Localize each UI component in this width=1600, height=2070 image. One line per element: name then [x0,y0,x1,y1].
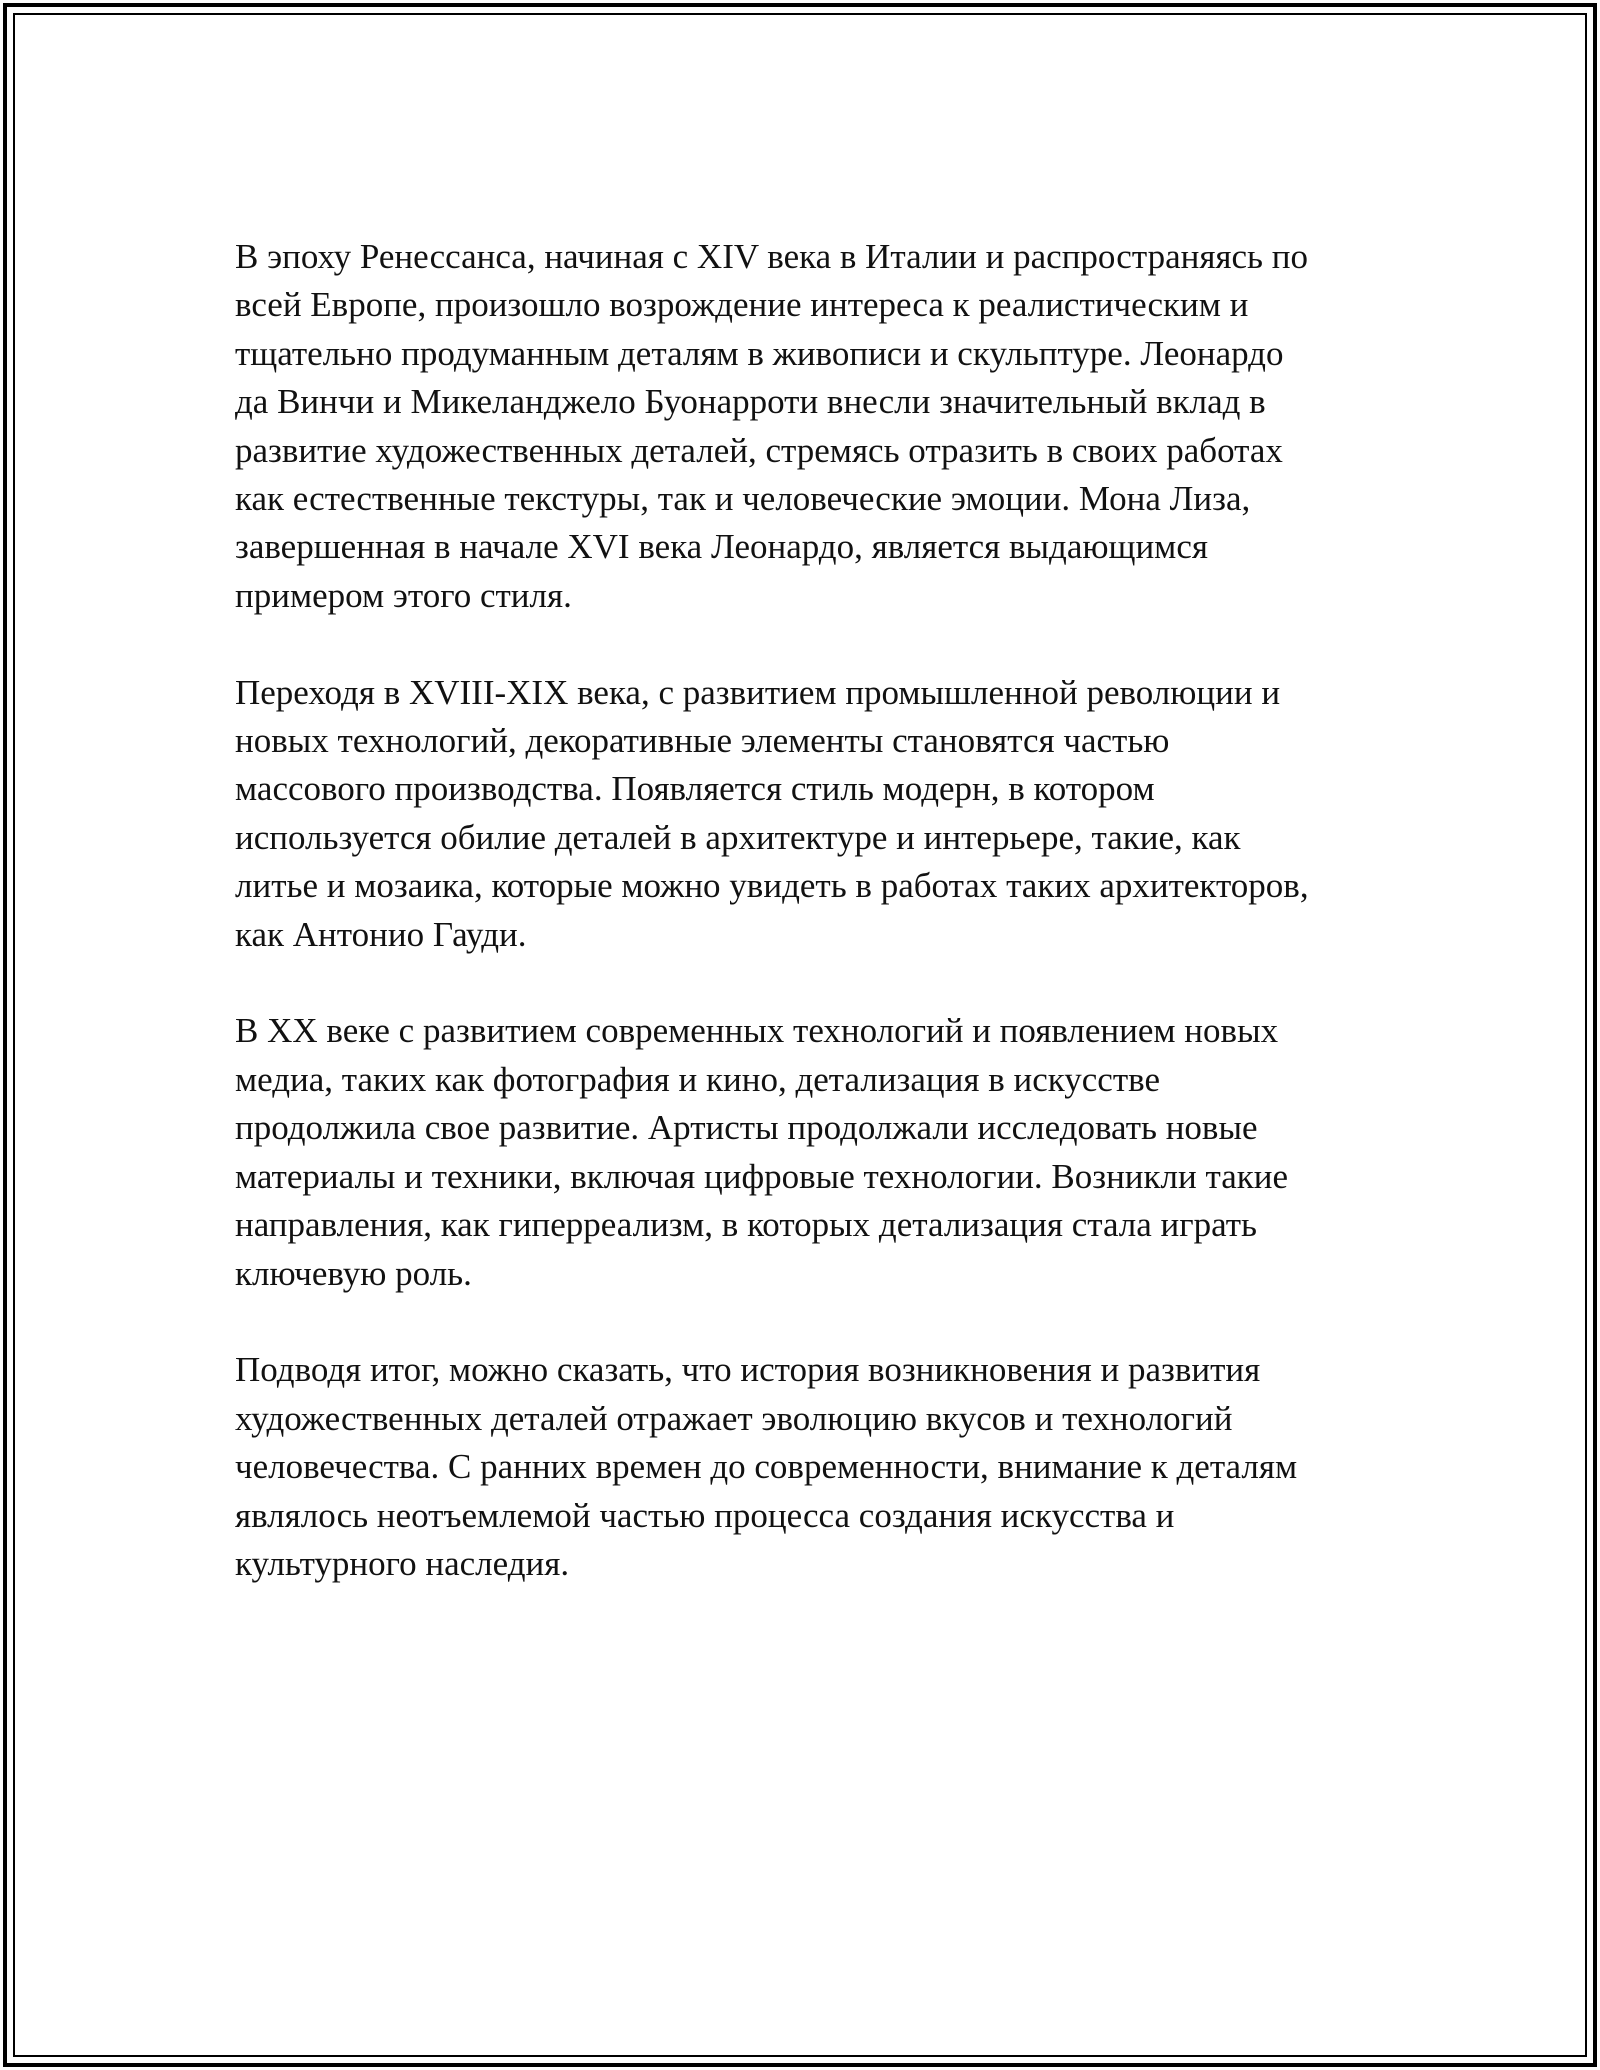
text-line: В XX веке с развитием современных технологий и появлением новых [235,1011,1279,1051]
text-line: человечества. С ранних времен до современности, внимание к деталям [235,1447,1298,1487]
text-line: материалы и техники, включая цифровые технологии. Возникли такие [235,1156,1289,1196]
paragraph-conclusion [235,1346,1375,1588]
text-line: продолжила свое развитие. Артисты продолжали исследовать новые [235,1108,1258,1148]
text-line: В эпоху Ренессанса, начиная с XIV века в Италии и распространяясь по [235,237,1309,276]
paragraph-renaissance [235,233,1375,620]
text-line: культурного наследия. [235,1543,570,1583]
text-line: Переходя в XVIII-XIX века, с развитием промышленной революции и [235,672,1281,712]
text-line: Подводя итог, можно сказать, что история возникновения и развития [235,1350,1261,1390]
document-body [235,233,1375,1637]
text-line: ключевую роль. [235,1253,472,1293]
text-line: новых технологий, декоративные элементы становятся частью [235,721,1170,761]
text-line: литье и мозаика, которые можно увидеть в работах таких архитекторов, [235,866,1309,906]
text-line: да Винчи и Микеланджело Буонарроти внесли значительный вклад в [235,382,1266,422]
text-line: всей Европе, произошло возрождение интереса к реалистическим и [235,285,1249,325]
text-line: художественных деталей отражает эволюцию вкусов и технологий [235,1398,1233,1438]
text-line: используется обилие деталей в архитектуре и интерьере, такие, как [235,817,1241,857]
text-line: медиа, таких как фотография и кино, детализация в искусстве [235,1059,1160,1099]
text-line: тщательно продуманным деталям в живописи и скульптуре. Леонардо [235,333,1284,373]
paragraph-twentieth-century [235,1007,1375,1297]
text-line: как Антонио Гауди. [235,914,527,954]
text-line: развитие художественных деталей, стремясь отразить в своих работах [235,430,1283,470]
text-line: направления, как гиперреализм, в которых детализация стала играть [235,1205,1258,1245]
text-line: завершенная в начале XVI века Леонардо, является выдающимся [235,527,1208,567]
paragraph-industrial [235,669,1375,959]
text-line: примером этого стиля. [235,575,572,615]
text-line: массового производства. Появляется стиль модерн, в котором [235,769,1155,809]
text-line: как естественные текстуры, так и человеческие эмоции. Мона Лиза, [235,479,1251,519]
text-line: являлось неотъемлемой частью процесса создания искусства и [235,1495,1175,1535]
